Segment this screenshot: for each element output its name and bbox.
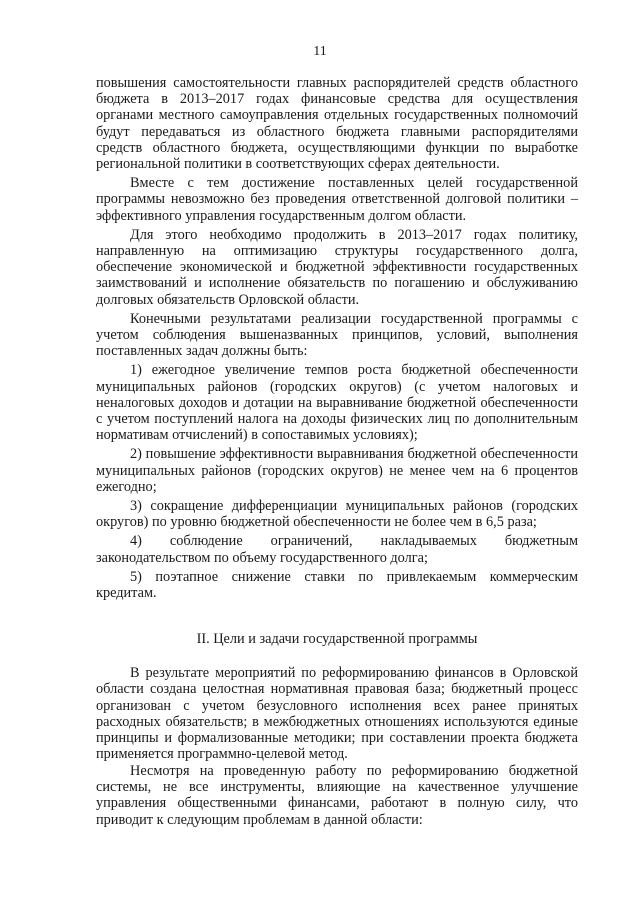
paragraph: Для этого необходимо продолжить в 2013–2017 годах политику, направленную на оптимизацию структуры государственного долга, обеспечение экономической и бюджетной эффективности государственных заимствований и исполнение обязательств по погашению и обслуживанию долговых обязательств Орловской области.: [96, 226, 578, 308]
list-item: 1) ежегодное увеличение темпов роста бюджетной обеспеченности муниципальных районов (городских округов) (с учетом налоговых и неналоговых доходов и дотации на выравнивание бюджетной обеспеченности с учетом поступлений налога на доходы физических лиц по дополнительным нормативам отчислений) в сопоставимых условиях);: [96, 362, 578, 444]
paragraph: повышения самостоятельности главных распорядителей средств областного бюджета в 2013–2017 годах финансовые средства для осуществления органами местного самоуправления отдельных государственных полномочий будут передаваться из областного бюджета главными распорядителями средств областного бюджета, осуществляющими функции по выработке региональной политики в соответствующих сферах деятельности.: [96, 75, 578, 173]
paragraph: Вместе с тем достижение поставленных целей государственной программы невозможно без проведения ответственной долговой политики – эффективного управления государственным долгом области.: [96, 175, 578, 224]
body-text-top: [96, 75, 578, 601]
section-heading: II. Цели и задачи государственной программы: [196, 631, 478, 647]
page-number: 11: [313, 44, 327, 59]
body-text-bottom: [96, 665, 578, 828]
list-item: 3) сокращение дифференциации муниципальных районов (городских округов) по уровню бюджетной обеспеченности не более чем в 6,5 раза;: [96, 498, 578, 531]
paragraph: В результате мероприятий по реформированию финансов в Орловской области создана целостная нормативная правовая база; бюджетный процесс организован с учетом безусловного исполнения всех ранее принятых расходных обязательств; в межбюджетных отношениях используются единые принципы и формализованные методики; при составлении проекта бюджета применяется программно-целевой метод.: [96, 665, 578, 763]
paragraph: Конечными результатами реализации государственной программы с учетом соблюдения вышеназванных принципов, условий, выполнения поставленных задач должны быть:: [96, 310, 578, 360]
paragraph: Несмотря на проведенную работу по реформированию бюджетной системы, не все инструменты, влияющие на качественное улучшение управления общественными финансами, работают в полную силу, что приводит к следующим проблемам в данной области:: [96, 762, 578, 828]
list-item: 2) повышение эффективности выравнивания бюджетной обеспеченности муниципальных районов (городских округов) не менее чем на 6 процентов ежегодно;: [96, 446, 578, 495]
list-item: 4) соблюдение ограничений, накладываемых бюджетным законодательством по объему государственного долга;: [96, 533, 578, 566]
list-item: 5) поэтапное снижение ставки по привлекаемым коммерческим кредитам.: [96, 568, 578, 602]
